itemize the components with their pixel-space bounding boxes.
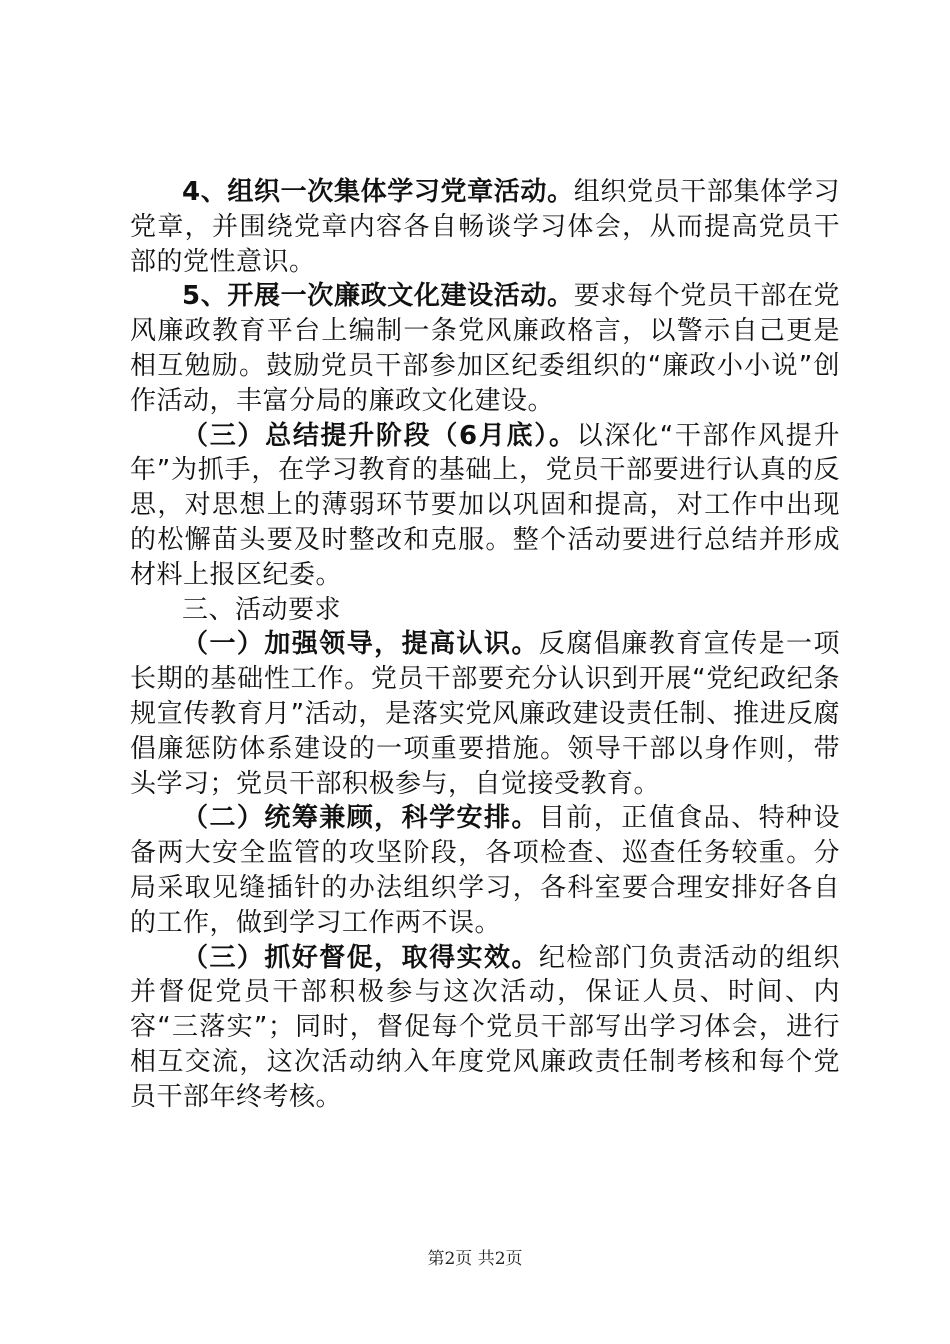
- paragraph-text: 目前，正值食品、特种设备两大安全监管的攻坚阶段，各项检查、巡查任务较重。分局采取见缝插针的办法组织学习，各科室要合理安排好各自的工作，做到学习工作两不误。: [130, 803, 840, 938]
- paragraph-text: 反腐倡廉教育宣传是一项长期的基础性工作。党员干部要充分认识到开展“党纪政纪条规宣传教育月”活动，是落实党风廉政建设责任制、推进反腐倡廉惩防体系建设的一项重要措施。领导干部以身作则，带头学习；党员干部积极参与，自觉接受教育。: [130, 629, 840, 799]
- paragraph-heading: （三）抓好督促，取得实效。: [182, 942, 539, 973]
- paragraph-text: 纪检部门负责活动的组织并督促党员干部积极参与这次活动，保证人员、时间、内容“三落实”；同时，督促每个党员干部写出学习体会，进行相互交流，这次活动纳入年度党风廉政责任制考核和每个党员干部年终考核。: [130, 942, 840, 1112]
- page-number-footer: 第2页 共2页: [427, 1249, 523, 1269]
- paragraph-heading: （一）加强领导，提高认识。: [182, 629, 539, 660]
- paragraph-heading: （二）统筹兼顾，科学安排。: [182, 803, 539, 834]
- paragraph-heading: 4、组织一次集体学习党章活动。: [182, 177, 574, 207]
- document-body: [130, 175, 840, 1115]
- paragraph-summary-stage: [130, 419, 840, 593]
- paragraph-heading: （三）总结提升阶段（6月底）。: [182, 420, 577, 451]
- paragraph-leadership: [130, 627, 840, 801]
- paragraph-supervision: [130, 941, 840, 1115]
- paragraph-text: 要求每个党员干部在党风廉政教育平台上编制一条党风廉政格言，以警示自己更是相互勉励。鼓励党员干部参加区纪委组织的“廉政小小说”创作活动，丰富分局的廉政文化建设。: [130, 281, 840, 416]
- section-heading-requirements: [130, 593, 840, 628]
- paragraph-heading: 5、开展一次廉政文化建设活动。: [182, 281, 574, 312]
- paragraph-integrity-culture: [130, 279, 840, 418]
- paragraph-text: 组织党员干部集体学习党章，并围绕党章内容各自畅谈学习体会，从而提高党员干部的党性意识。: [130, 177, 840, 277]
- paragraph-study-party-constitution: [130, 175, 840, 279]
- paragraph-text: 以深化“干部作风提升年”为抓手，在学习教育的基础上，党员干部要进行认真的反思，对思想上的薄弱环节要加以巩固和提高，对工作中出现的松懈苗头要及时整改和克服。整个活动要进行总结并形成材料上报区纪委。: [130, 420, 840, 590]
- section-title: 三、活动要求: [182, 594, 342, 625]
- paragraph-coordination: [130, 801, 840, 940]
